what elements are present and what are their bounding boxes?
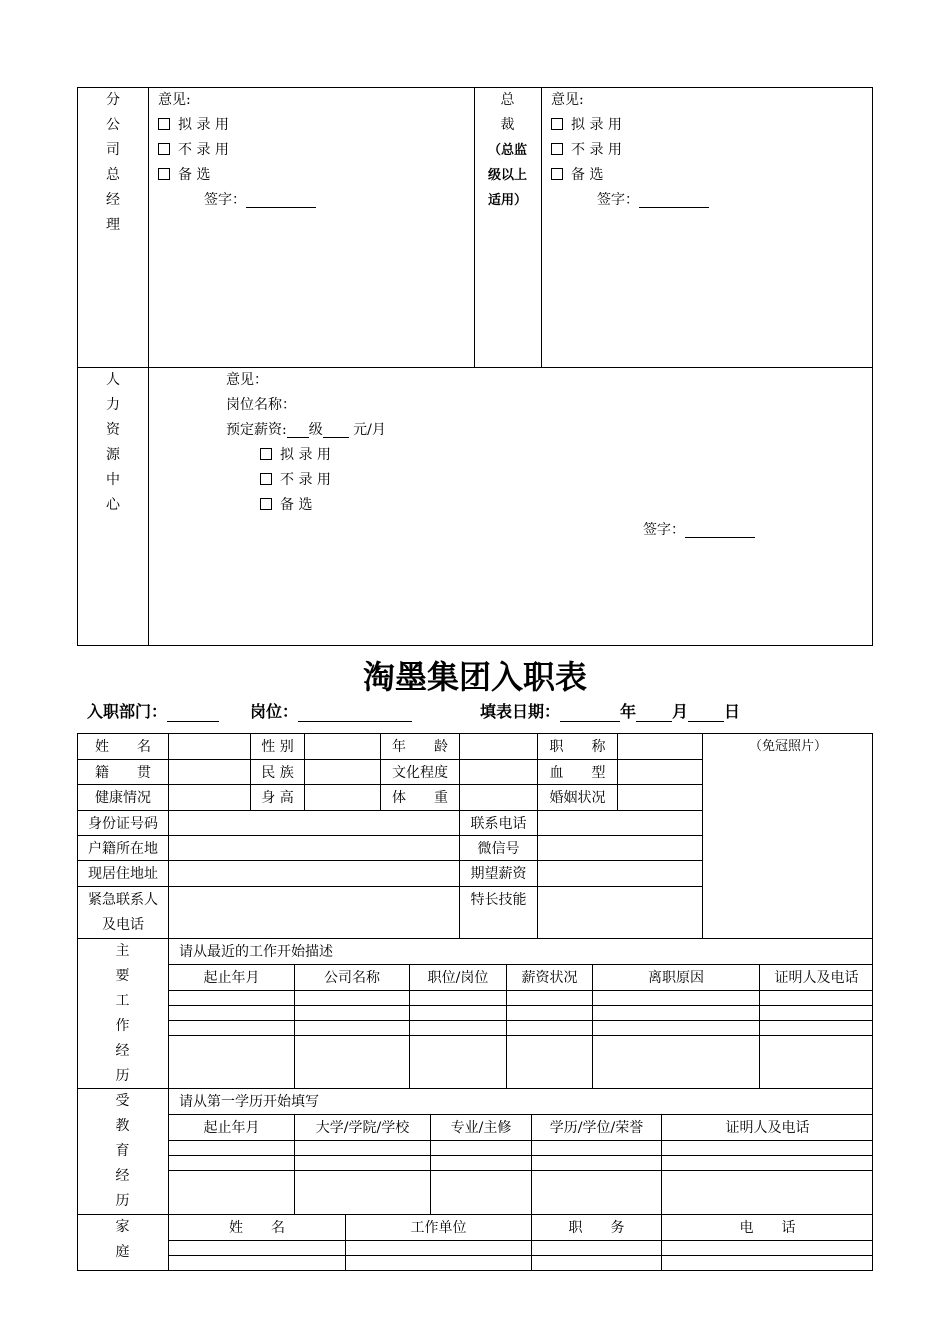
col-divider — [617, 733, 618, 810]
wechat-label: 微信号 — [477, 841, 520, 857]
col-divider — [537, 733, 538, 938]
row-divider — [77, 810, 702, 811]
hr-option-reject[interactable]: 不 录 用 — [260, 472, 331, 488]
work-header-period: 起止年月 — [203, 970, 260, 986]
family-header-duty: 职 务 — [568, 1220, 625, 1236]
name-label: 姓 名 — [95, 739, 151, 755]
president-note: （总监 级以上 适用） — [487, 143, 527, 208]
health-label: 健康情况 — [95, 790, 151, 806]
row-divider — [77, 784, 702, 785]
entry-form-table — [77, 733, 873, 1271]
branch-opinion-label: 意见: — [158, 92, 191, 108]
hr-position-name: 岗位名称： — [226, 397, 296, 413]
checkbox-icon[interactable] — [260, 498, 272, 510]
work-header-salary: 薪资状况 — [521, 970, 578, 986]
divider — [541, 87, 542, 368]
hukou-label: 户籍所在地 — [88, 841, 158, 857]
president-option-hire[interactable]: 拟 录 用 — [551, 117, 622, 133]
row-divider — [77, 759, 702, 760]
checkbox-icon[interactable] — [551, 168, 563, 180]
education-hint: 请从第一学历开始填写 — [179, 1094, 319, 1110]
hr-opinion-label: 意见： — [226, 372, 268, 388]
expected-salary-label: 期望薪资 — [470, 866, 527, 882]
age-label: 年 龄 — [392, 739, 448, 755]
marital-label: 婚姻状况 — [549, 790, 606, 806]
job-title-label: 职 称 — [549, 739, 606, 755]
row-divider — [168, 964, 873, 965]
date-field[interactable]: 填表日期： 年 月 日 — [480, 702, 741, 721]
work-header-reason: 离职原因 — [648, 970, 704, 986]
edu-header-reference: 证明人及电话 — [725, 1120, 810, 1136]
row-divider — [168, 1140, 873, 1141]
section-divider — [77, 1214, 873, 1215]
work-header-position: 职位/岗位 — [427, 970, 489, 986]
education-label: 文化程度 — [392, 765, 448, 781]
col-divider — [168, 733, 169, 938]
work-header-reference: 证明人及电话 — [774, 970, 859, 986]
hr-label: 人 力 资 源 中 心 — [106, 372, 120, 513]
row-divider — [168, 1035, 873, 1036]
weight-label: 体 重 — [392, 790, 448, 806]
row-divider — [168, 1240, 873, 1241]
branch-signature[interactable]: 签字： — [204, 192, 316, 208]
family-header-name: 姓 名 — [229, 1220, 285, 1236]
president-option-standby[interactable]: 备 选 — [551, 167, 603, 183]
edu-header-major: 专业/主修 — [450, 1120, 512, 1136]
checkbox-icon[interactable] — [551, 118, 563, 130]
family-header-phone: 电 话 — [739, 1220, 796, 1236]
hr-signature[interactable]: 签字： — [643, 522, 755, 538]
branch-option-reject[interactable]: 不 录 用 — [158, 142, 229, 158]
divider — [77, 367, 873, 368]
native-place-label: 籍 贯 — [95, 765, 151, 781]
branch-manager-label: 分 公 司 总 经 理 — [106, 92, 120, 233]
row-divider — [77, 886, 702, 887]
dept-field[interactable]: 入职部门： — [87, 699, 219, 722]
hr-option-hire[interactable]: 拟 录 用 — [260, 447, 331, 463]
work-section-label: 主 要 工 作 经 历 — [115, 943, 130, 1084]
row-divider — [168, 1005, 873, 1006]
section-divider — [77, 1088, 873, 1089]
work-hint: 请从最近的工作开始描述 — [179, 944, 333, 960]
row-divider — [168, 1114, 873, 1115]
post-field[interactable]: 岗位： — [250, 699, 412, 722]
row-divider — [168, 1020, 873, 1021]
address-label: 现居住地址 — [88, 866, 158, 882]
phone-label: 联系电话 — [470, 816, 527, 832]
height-label: 身 高 — [261, 790, 294, 806]
president-option-reject[interactable]: 不 录 用 — [551, 142, 622, 158]
education-section-label: 受 教 育 经 历 — [115, 1093, 130, 1209]
president-signature[interactable]: 签字： — [597, 192, 709, 208]
family-header-employer: 工作单位 — [410, 1220, 467, 1236]
president-opinion-label: 意见: — [551, 92, 584, 108]
hr-option-standby[interactable]: 备 选 — [260, 497, 312, 513]
col-divider — [304, 733, 305, 810]
checkbox-icon[interactable] — [158, 168, 170, 180]
emergency-phone-label: 及电话 — [102, 917, 144, 933]
checkbox-icon[interactable] — [158, 143, 170, 155]
id-number-label: 身份证号码 — [88, 816, 158, 832]
row-divider — [77, 860, 702, 861]
row-divider — [168, 990, 873, 991]
emergency-contact-label: 紧急联系人 — [88, 892, 158, 908]
edu-header-degree: 学历/学位/荣誉 — [549, 1120, 644, 1136]
photo-placeholder[interactable]: （免冠照片） — [748, 739, 827, 754]
checkbox-icon[interactable] — [260, 473, 272, 485]
checkbox-icon[interactable] — [158, 118, 170, 130]
form-title: 淘墨集团入职表 — [362, 658, 587, 696]
gender-label: 性 别 — [261, 739, 294, 755]
edu-header-period: 起止年月 — [203, 1120, 260, 1136]
row-divider — [168, 1255, 873, 1256]
section-divider — [77, 938, 873, 939]
ethnicity-label: 民 族 — [261, 765, 294, 781]
row-divider — [168, 1170, 873, 1171]
branch-option-hire[interactable]: 拟 录 用 — [158, 117, 229, 133]
hr-salary[interactable]: 预定薪资: 级 元/月 — [226, 422, 386, 438]
blood-type-label: 血 型 — [549, 765, 606, 781]
row-divider — [77, 835, 702, 836]
checkbox-icon[interactable] — [551, 143, 563, 155]
branch-option-standby[interactable]: 备 选 — [158, 167, 210, 183]
edu-header-school: 大学/学院/学校 — [315, 1120, 410, 1136]
skills-label: 特长技能 — [470, 892, 527, 908]
col-divider — [702, 733, 703, 938]
checkbox-icon[interactable] — [260, 448, 272, 460]
work-header-company: 公司名称 — [324, 970, 380, 986]
family-section-label: 家 庭 — [115, 1219, 130, 1260]
row-divider — [168, 1155, 873, 1156]
president-label: 总 裁 — [500, 92, 515, 133]
